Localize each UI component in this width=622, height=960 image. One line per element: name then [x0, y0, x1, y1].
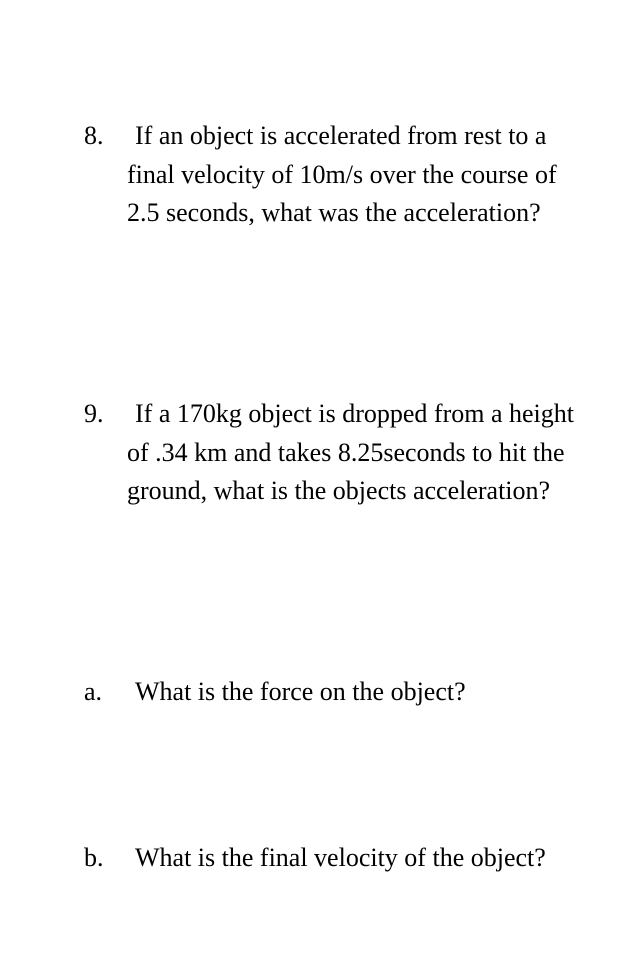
question-b-text: What is the final velocity of the object? — [135, 843, 546, 872]
question-9 — [84, 395, 584, 511]
question-8-text: If an object is accelerated from rest to a final velocity of 10m/s over the course of 2.5 seconds, what was the acceleration? — [127, 121, 557, 227]
question-b — [84, 839, 584, 878]
question-a-text: What is the force on the object? — [135, 677, 466, 706]
question-b-number: b. — [84, 843, 104, 872]
question-8 — [84, 117, 584, 233]
question-a — [84, 673, 584, 712]
question-a-number: a. — [84, 677, 103, 706]
question-9-text: If a 170kg object is dropped from a height of .34 km and takes 8.25seconds to hit the ground, what is the objects acceleration? — [127, 399, 574, 505]
question-9-number: 9. — [84, 399, 104, 428]
question-8-number: 8. — [84, 121, 104, 150]
